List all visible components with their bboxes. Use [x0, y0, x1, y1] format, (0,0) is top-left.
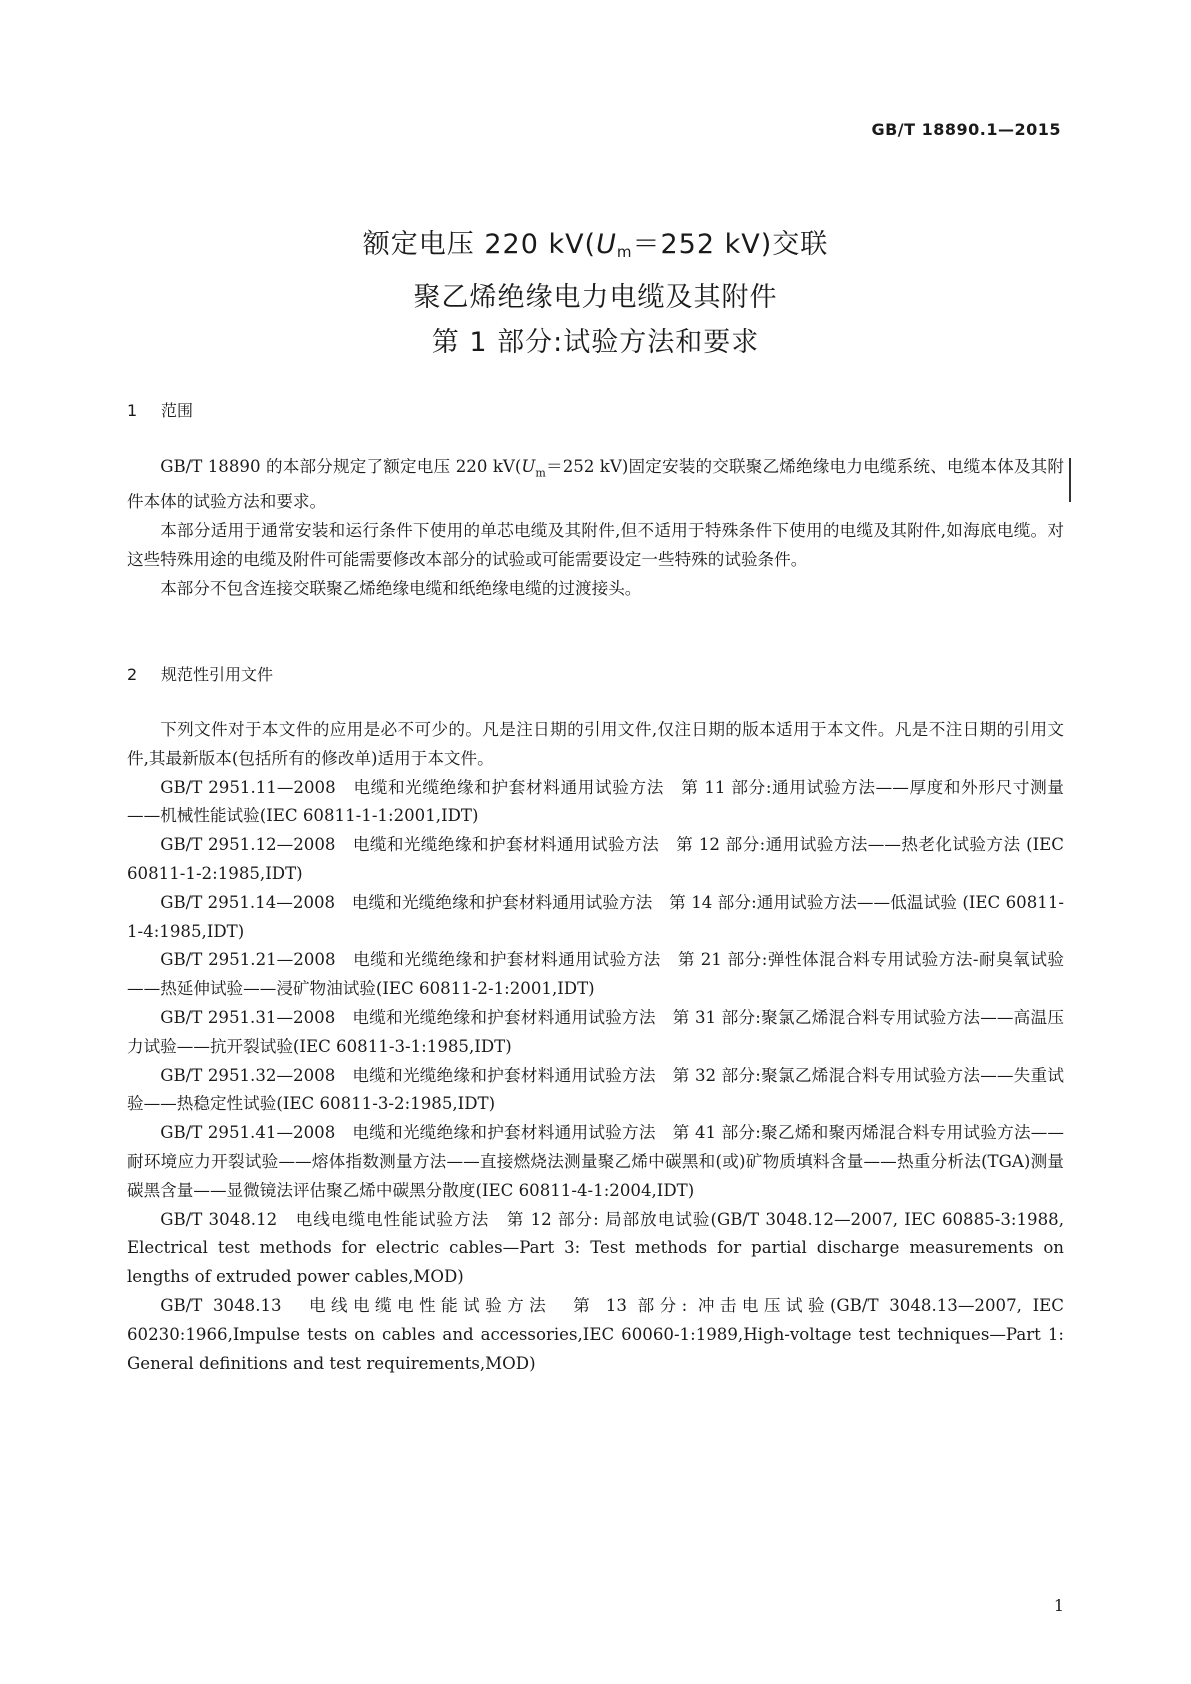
section-1-heading	[127, 398, 193, 421]
reference-item: GB/T 2951.41—2008 电缆和光缆绝缘和护套材料通用试验方法 第 41 部分:聚乙烯和聚丙烯混合料专用试验方法——耐环境应力开裂试验——熔体指数测量方法——直接燃烧法测量聚乙烯中碳黑和(或)矿物质填料含量——热重分析法(TGA)测量碳黑含量——显微镜法评估聚乙烯中碳黑分散度(IEC 60811-4-1:2004,IDT)	[127, 1123, 1064, 1200]
section-2-body	[127, 716, 1064, 1378]
section-2-title: 规范性引用文件	[161, 665, 274, 684]
title-line-1-sub: m	[616, 243, 633, 261]
change-bar	[1069, 458, 1071, 502]
section-2-number: 2	[127, 665, 138, 684]
reference-item: GB/T 2951.32—2008 电缆和光缆绝缘和护套材料通用试验方法 第 32 部分:聚氯乙烯混合料专用试验方法——失重试验——热稳定性试验(IEC 60811-3-2:1985,IDT)	[127, 1065, 1064, 1114]
standard-number: GB/T 18890.1—2015	[871, 120, 1061, 139]
reference-item: GB/T 2951.14—2008 电缆和光缆绝缘和护套材料通用试验方法 第 14 部分:通用试验方法——低温试验 (IEC 60811-1-4:1985,IDT)	[127, 892, 1064, 941]
section-1-p1-part-b: ＝252 kV)固定安装的交联聚乙烯绝缘电力电缆系统、电缆本体及其附件本体的试验方法和要求。	[127, 457, 1064, 512]
reference-item: GB/T 2951.11—2008 电缆和光缆绝缘和护套材料通用试验方法 第 11 部分:通用试验方法——厚度和外形尺寸测量——机械性能试验(IEC 60811-1-1:2001,IDT)	[127, 777, 1064, 826]
section-1-p1-u: U	[521, 457, 536, 476]
title-line-1	[0, 222, 1191, 275]
section-2-intro: 下列文件对于本文件的应用是必不可少的。凡是注日期的引用文件,仅注日期的版本适用于本文件。凡是不注日期的引用文件,其最新版本(包括所有的修改单)适用于本文件。	[127, 720, 1064, 768]
section-1-number: 1	[127, 401, 138, 420]
reference-item: GB/T 2951.31—2008 电缆和光缆绝缘和护套材料通用试验方法 第 31 部分:聚氯乙烯混合料专用试验方法——高温压力试验——抗开裂试验(IEC 60811-3-1:1985,IDT)	[127, 1007, 1064, 1056]
reference-item: GB/T 3048.13 电线电缆电性能试验方法 第 13 部分: 冲击电压试验(GB/T 3048.13—2007, IEC 60230:1966,Impulse tests on cables and accessories,IEC 60060-1:1989,High-voltage test techniques—Part 1: General definitions and test requirements,MOD)	[127, 1295, 1064, 1373]
title-line-1-part-a: 额定电压 220 kV(	[362, 229, 597, 260]
section-1-p1-part-a: GB/T 18890 的本部分规定了额定电压 220 kV(	[160, 457, 522, 476]
section-1-paragraph-2: 本部分适用于通常安装和运行条件下使用的单芯电缆及其附件,但不适用于特殊条件下使用的电缆及其附件,如海底电缆。对这些特殊用途的电缆及附件可能需要修改本部分的试验或可能需要设定一些特殊的试验条件。	[127, 521, 1064, 570]
reference-item: GB/T 2951.21—2008 电缆和光缆绝缘和护套材料通用试验方法 第 21 部分:弹性体混合料专用试验方法-耐臭氧试验——热延伸试验——浸矿物油试验(IEC 60811-2-1:2001,IDT)	[127, 950, 1064, 999]
section-1-paragraph-3: 本部分不包含连接交联聚乙烯绝缘电缆和纸绝缘电缆的过渡接头。	[160, 579, 642, 599]
section-2-heading	[127, 662, 273, 685]
reference-item: GB/T 2951.12—2008 电缆和光缆绝缘和护套材料通用试验方法 第 12 部分:通用试验方法——热老化试验方法 (IEC 60811-1-2:1985,IDT)	[127, 835, 1064, 883]
reference-item: GB/T 3048.12 电线电缆电性能试验方法 第 12 部分: 局部放电试验(GB/T 3048.12—2007, IEC 60885-3:1988, Electrical test methods for electric cables—Part 3: Test methods for partial discharge measurements on lengths of extruded power cables,MOD)	[127, 1209, 1064, 1287]
title-line-3: 第 1 部分:试验方法和要求	[431, 327, 760, 358]
page-number: 1	[1053, 1596, 1064, 1615]
section-1-paragraph-1	[127, 452, 1064, 516]
title-line-2: 聚乙烯绝缘电力电缆及其附件	[413, 282, 778, 313]
section-1-p1-sub: m	[535, 466, 546, 480]
title-line-1-u: U	[596, 229, 617, 260]
section-1-title: 范围	[161, 401, 194, 420]
document-title	[0, 222, 1191, 365]
section-1-body	[127, 452, 1064, 603]
title-line-1-part-b: ＝252 kV)交联	[632, 229, 829, 260]
